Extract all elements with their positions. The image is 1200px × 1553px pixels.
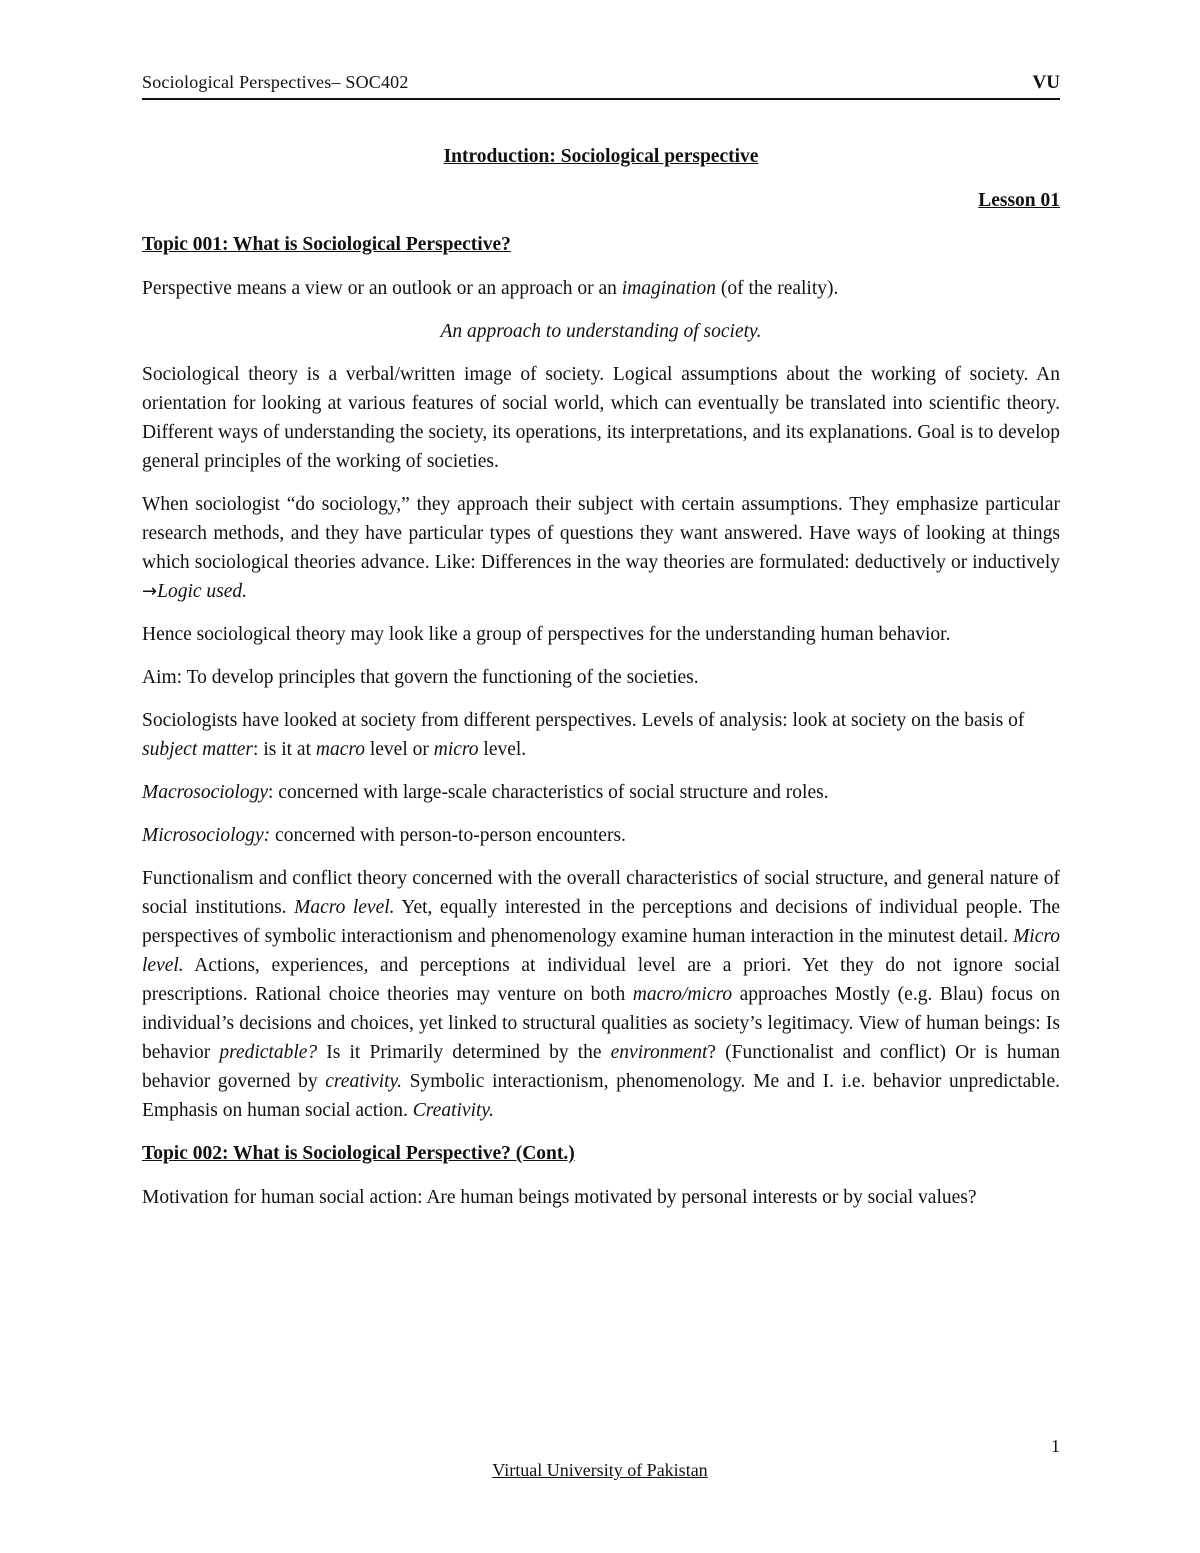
header-course: Sociological Perspectives– SOC402 [142, 72, 409, 92]
paragraph-sociological-theory: Sociological theory is a verbal/written image of society. Logical assumptions about the working of society. An orientation for looking at various features of social world, which can eventually be translated into scientific theory. Different ways of understanding the society, its operations, its interpretations, and its explanations. Goal is to develop general principles of the working of societies. [142, 364, 1060, 472]
paragraph-functionalism: Functionalism and conflict theory concerned with the overall characteristics of social structure, and general nature of social institutions. Macro level. Yet, equally interested in the perceptions and decisions of individual people. The perspectives of symbolic interactionism and phenomenology examine human interaction in the minutest detail. Micro level. Actions, experiences, and perceptions at individual level are a priori. Yet they do not ignore social prescriptions. Rational choice theories may venture on both macro/micro approaches Mostly (e.g. Blau) focus on individual’s decisions and choices, yet linked to structural qualities as society’s legitimacy. View of human beings: Is behavior predictable? Is it Primarily determined by the environment? (Functionalist and conflict) Or is human behavior governed by creativity. Symbolic interactionism, phenomenology. Me and I. i.e. behavior unpredictable. Emphasis on human social action. Creativity. [142, 868, 1060, 1121]
paragraph-levels-of-analysis: Sociologists have looked at society from different perspectives. Levels of analysis: look at society on the basis of subject matter: is it at macro level or micro level. [142, 710, 1025, 760]
paragraph-approach-quote: An approach to understanding of society. [440, 321, 762, 342]
right-arrow-icon: → [142, 581, 158, 602]
paragraph-microsociology: Microsociology: concerned with person-to-person encounters. [142, 825, 626, 846]
page-header [142, 70, 1060, 100]
lesson-label: Lesson 01 [978, 190, 1060, 211]
paragraph-group-of-perspectives: Hence sociological theory may look like a group of perspectives for the understanding human behavior. [142, 624, 951, 645]
paragraph-perspective-definition: Perspective means a view or an outlook or an approach or an imagination (of the reality). [142, 278, 839, 299]
header-institution: VU [1032, 72, 1060, 93]
topic-001-heading: Topic 001: What is Sociological Perspective? [142, 234, 511, 255]
paragraph-motivation: Motivation for human social action: Are human beings motivated by personal interests or by social values? [142, 1187, 977, 1208]
paragraph-aim: Aim: To develop principles that govern the functioning of the societies. [142, 667, 699, 688]
footer-institution: Virtual University of Pakistan [492, 1460, 708, 1480]
paragraph-do-sociology: When sociologist “do sociology,” they approach their subject with certain assumptions. They emphasize particular research methods, and they have particular types of questions they want answered. Have ways of looking at things which sociological theories advance. Like: Differences in the way theories are formulated: deductively or inductively →Logic used. [142, 494, 1060, 602]
paragraph-macrosociology: Macrosociology: concerned with large-scale characteristics of social structure and roles. [142, 782, 829, 803]
page-footer [0, 1460, 1200, 1481]
topic-002-heading: Topic 002: What is Sociological Perspective? (Cont.) [142, 1143, 575, 1164]
page-number: 1 [1051, 1436, 1060, 1456]
document-body [142, 142, 1060, 1212]
document-title: Introduction: Sociological perspective [443, 146, 759, 167]
